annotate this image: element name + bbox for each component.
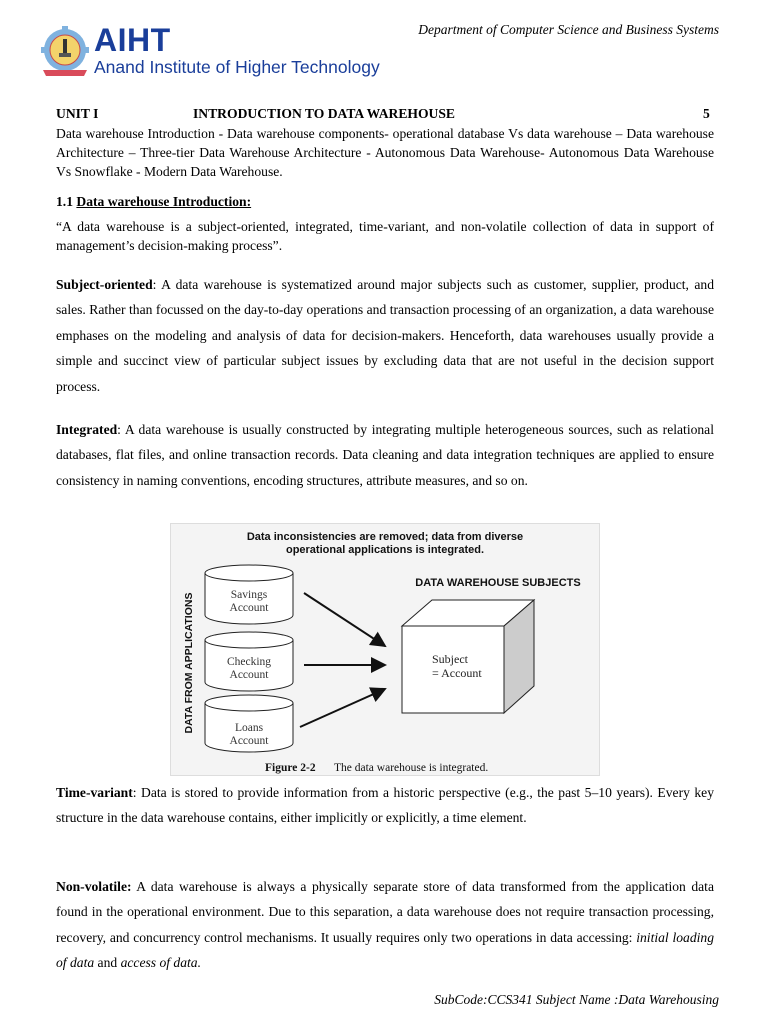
unit-title: INTRODUCTION TO DATA WAREHOUSE [193, 106, 455, 121]
section-heading [56, 194, 251, 210]
figure-target-heading: DATA WAREHOUSE SUBJECTS [415, 577, 581, 589]
department-header: Department of Computer Science and Business Systems [418, 22, 719, 37]
footer-subject: SubCode:CCS341 Subject Name :Data Warehousing [434, 992, 719, 1007]
emphasis: access of data. [120, 955, 201, 971]
paragraph-text: : A data warehouse is usually constructed by integrating multiple heterogeneous sources, such as relational databases, flat files, and online transaction records. Data cleaning and data integration techniques are applied to ensure consistency in naming conventions, encoding structures, attribute measures, and so on. [56, 422, 714, 488]
figure-caption-text: The data warehouse is integrated. [334, 762, 489, 774]
paragraph-text: : A data warehouse is systematized around major subjects such as customer, supplier, product, and sales. Rather than focussed on the day-to-day operations and transaction processing of an organization, a data warehouse emphases on the modeling and analysis of data for decision-makers. Henceforth, data warehouses usually provide a simple and succinct view of particular subject issues by excluding data that are not useful in the decision support process. [56, 277, 714, 394]
section-number: 1.1 [56, 194, 73, 209]
paragraph-non-volatile [56, 874, 714, 976]
source-loans-line2: Account [229, 735, 269, 747]
target-line2: = Account [432, 666, 482, 680]
term: Subject-oriented [56, 277, 153, 292]
paragraph-time-variant [56, 780, 714, 831]
term: Non-volatile: [56, 879, 132, 894]
figure-side-label: DATA FROM APPLICATIONS [183, 592, 195, 734]
unit-hours: 5 [703, 106, 710, 121]
figure-heading-line1: Data inconsistencies are removed; data from diverse [246, 531, 524, 543]
warehouse-cube-icon [402, 600, 534, 713]
paragraph-subject-oriented [56, 272, 714, 399]
emphasis: initial loading of data [56, 929, 714, 971]
paragraph-integrated [56, 417, 714, 493]
figure-caption-label: Figure 2-2 [265, 762, 316, 774]
term: Integrated [56, 422, 118, 437]
source-checking-line2: Account [229, 669, 269, 681]
source-savings-line2: Account [229, 602, 269, 614]
source-loans-line1: Loans [234, 722, 264, 734]
institute-logo [38, 24, 388, 82]
section-title: Data warehouse Introduction: [76, 194, 252, 209]
target-line1: Subject [432, 652, 468, 666]
unit-label: UNIT I [56, 106, 99, 121]
figure-data-warehouse-integrated [170, 523, 600, 776]
logo-acronym: AIHT [94, 22, 171, 58]
logo-institute-name: Anand Institute of Higher Technology [94, 57, 380, 77]
definition-quote: “A data warehouse is a subject-oriented, integrated, time-variant, and non-volatile collection of data in support of management’s decision-making process”. [56, 219, 714, 253]
paragraph-text: A data warehouse is always a physically separate store of data transformed from the application data found in the operational environment. Due to this separation, a data warehouse does not require transaction processing, recovery, and concurrency control mechanisms. It usually requires only two operations in data accessing: [56, 879, 714, 945]
paragraph-text: : Data is stored to provide information from a historic perspective (e.g., the past 5–10 years). Every key structure in the data warehouse contains, either implicitly or explicitly, a time element. [56, 785, 714, 826]
institute-emblem-icon [38, 26, 92, 80]
source-savings-line1: Savings [230, 589, 268, 601]
term: Time-variant [56, 785, 133, 800]
paragraph-text: and [94, 955, 121, 971]
source-checking-line1: Checking [226, 656, 272, 668]
unit-syllabus: Data warehouse Introduction - Data warehouse components- operational database Vs data warehouse – Data warehouse Architecture – Three-tier Data Warehouse Architecture - Autonomous Data Warehouse- Autonomous Data Warehouse Vs Snowflake - Modern Data Warehouse. [56, 126, 714, 179]
figure-heading-line2: operational applications is integrated. [285, 544, 485, 556]
